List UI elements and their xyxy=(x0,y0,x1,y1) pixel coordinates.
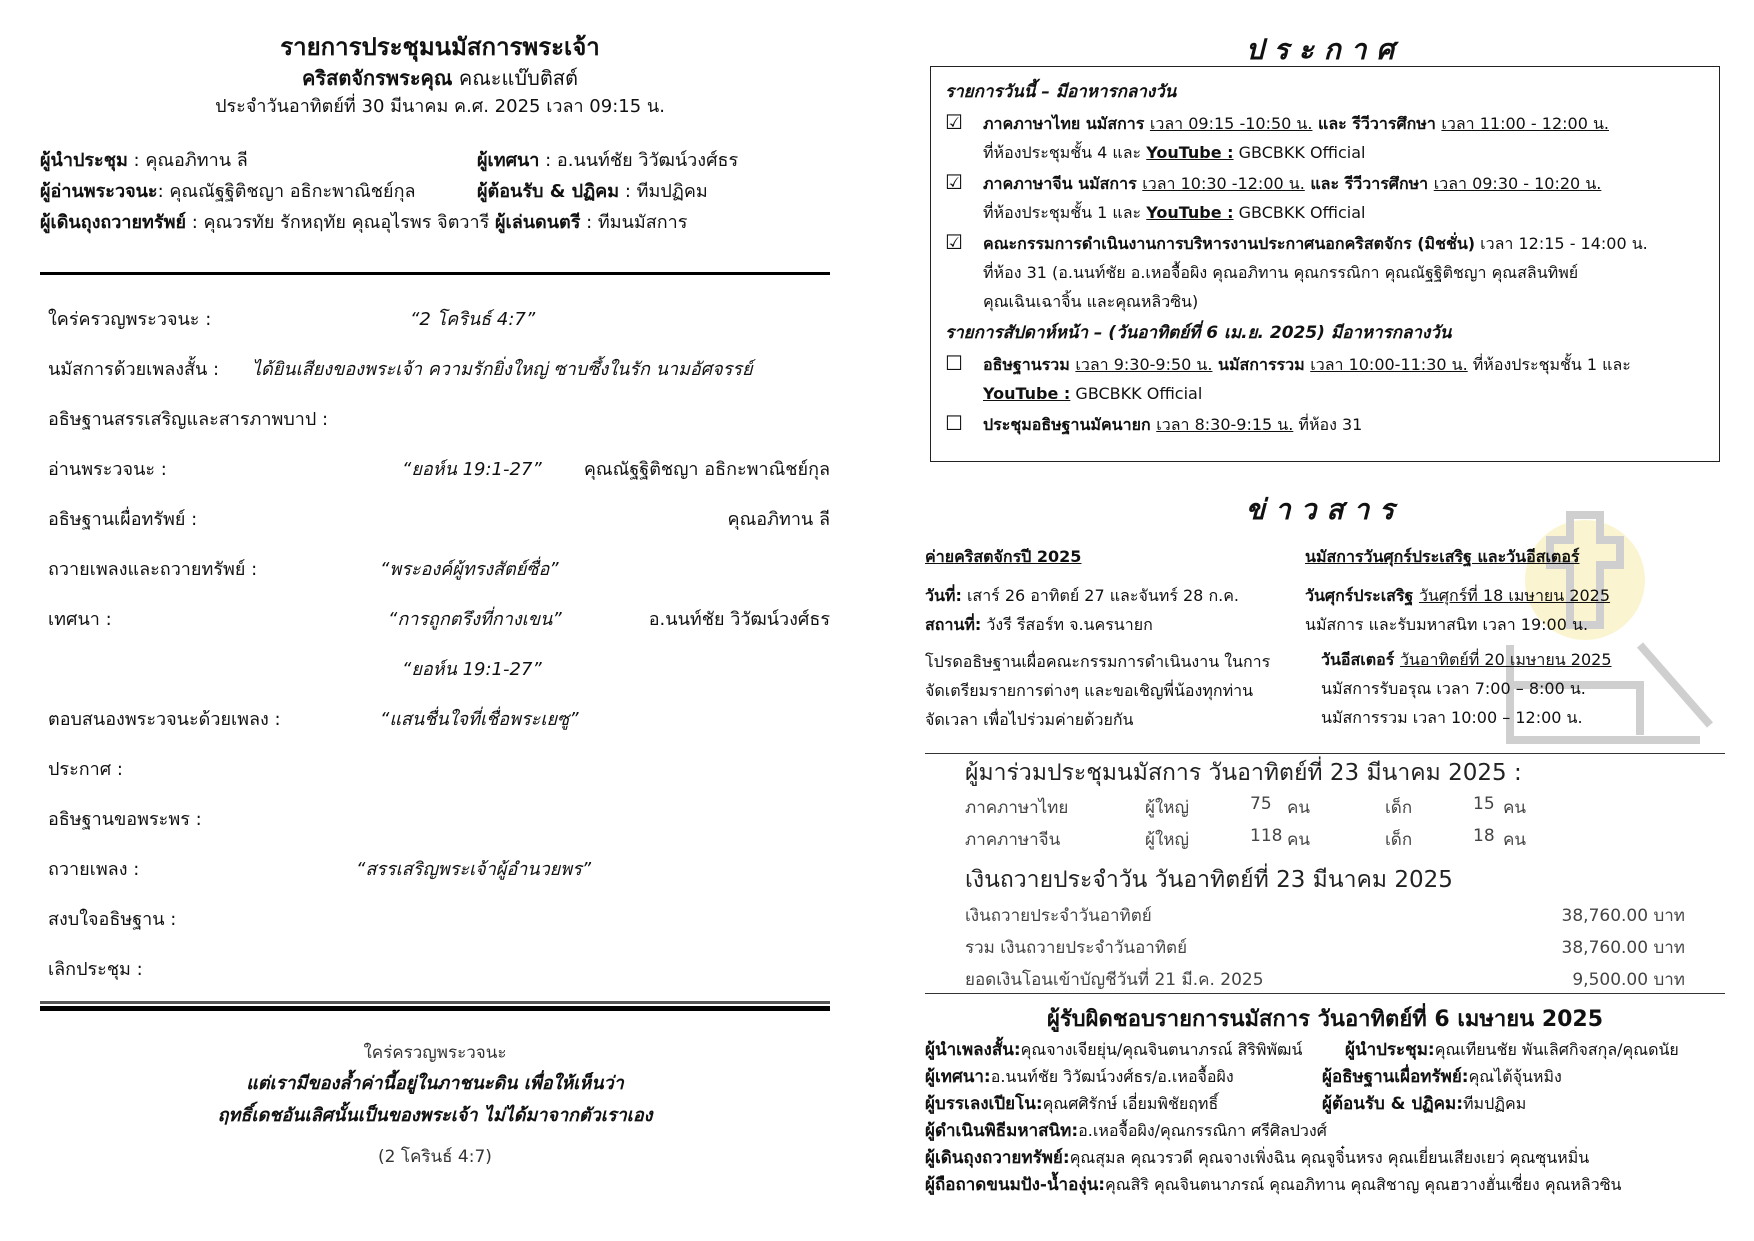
offering-amount: 38,760.00 บาท xyxy=(1561,906,1685,926)
duty-line-1 xyxy=(925,1036,1725,1063)
sunday-school-name: รีวีวารศึกษา xyxy=(1344,174,1434,193)
easter-date: วันอาทิตย์ที่ 20 เมษายน 2025 xyxy=(1399,650,1612,669)
duty-leader-label: ผู้นำประชุม: xyxy=(1345,1040,1435,1060)
attendance-adults: 118 xyxy=(1250,826,1283,846)
offering-label: ยอดเงินโอนเข้าบัญชีวันที่ 21 มี.ค. 2025 xyxy=(965,970,1264,990)
order-item: ได้ยินเสียงของพระเจ้า ความรักยิ่งใหญ่ ซาบซึ้งในรัก นามอัศจรรย์ xyxy=(252,359,753,380)
role-reader xyxy=(40,175,416,208)
duty-offering-bag: คุณสุมล คุณวรวดี คุณจางเพิ่งฉิน คุณจูจิ๋นหรง คุณเยี่ยนเสียงเยว่ คุณซุนหมิ่น xyxy=(1069,1148,1590,1167)
stats-top-divider xyxy=(925,753,1725,754)
verse-line-1: แต่เรามีของล้ำค่านี้อยู่ในภาชนะดิน เพื่อให้เห็นว่า xyxy=(246,1073,624,1094)
duty-communion-label: ผู้ดำเนินพิธีมหาสนิท: xyxy=(925,1121,1079,1141)
attendance-row xyxy=(965,790,1685,822)
youtube-channel: GBCBKK Official xyxy=(1233,203,1366,222)
good-friday-time: นมัสการ และรับมหาสนิท เวลา 19:00 น. xyxy=(1305,615,1589,634)
camp-date: เสาร์ 26 อาทิตย์ 27 และจันทร์ 28 ก.ค. xyxy=(961,586,1239,605)
service-time: เวลา 10:30 -12:00 น. xyxy=(1142,174,1305,193)
role-preacher-value: : อ.นนท์ชัย วิวัฒน์วงศ์ธร xyxy=(539,150,739,171)
role-preacher-label: ผู้เทศนา xyxy=(477,150,540,171)
mission-members-1: ที่ห้อง 31 (อ.นนท์ชัย อ.เหอจื้อผิง คุณอภิทาน คุณกรรณิกา คุณณัฐฐิติชญา คุณสลินทิพย์ xyxy=(983,263,1579,282)
duty-pianist: คุณศศิรักษ์ เอี่ยมพิชัยฤทธิ์ xyxy=(1042,1094,1219,1113)
camp-note-2: จัดเตรียมรายการต่างๆ และขอเชิญพี่น้องทุกท่าน xyxy=(925,681,1254,700)
duty-line-4 xyxy=(925,1117,1725,1144)
today-item xyxy=(945,169,1705,227)
order-row xyxy=(40,392,830,442)
left-page xyxy=(40,0,840,1241)
announcements-title: ประกาศ xyxy=(1245,33,1405,66)
good-friday-date: วันศุกร์ที่ 18 เมษายน 2025 xyxy=(1418,586,1611,605)
order-label: ใคร่ครวญพระวจนะ : xyxy=(48,309,212,330)
duty-communion: อ.เหอจื้อผิง/คุณกรรณิกา ศรีศิลปวงศ์ xyxy=(1078,1121,1327,1140)
role-greeter-label: ผู้ต้อนรับ & ปฏิคม xyxy=(477,181,620,202)
attendance-child-label: เด็ก xyxy=(1385,798,1413,818)
order-item: “ยอห์น 19:1-27” xyxy=(402,659,542,680)
order-row xyxy=(40,742,830,792)
today-items xyxy=(945,109,1705,227)
offering-row xyxy=(965,898,1685,930)
duty-greeter-label: ผู้ต้อนรับ & ปฏิคม: xyxy=(1322,1094,1463,1114)
duty-preacher-label: ผู้เทศนา: xyxy=(925,1067,991,1087)
order-label: เทศนา : xyxy=(48,609,112,630)
next1-time-2: เวลา 10:00-11:30 น. xyxy=(1310,355,1468,374)
role-leader xyxy=(40,144,248,177)
next1-title: อธิษฐานรวม xyxy=(983,355,1076,374)
verse-heading: ใคร่ครวญพระวจนะ xyxy=(363,1043,507,1063)
attendance-unit1: คน xyxy=(1287,798,1310,818)
easter-sunrise-time: นมัสการรับอรุณ เวลา 7:00 – 8:00 น. xyxy=(1321,679,1586,698)
news-title: ข่าวสาร xyxy=(1245,493,1405,526)
service-time: เวลา 09:15 -10:50 น. xyxy=(1149,114,1313,133)
order-label: เลิกประชุม : xyxy=(48,959,143,980)
duty-offering-prayer: คุณไต้จุ้นหมิง xyxy=(1468,1067,1562,1086)
order-row xyxy=(40,442,830,492)
offering-amount: 9,500.00 บาท xyxy=(1572,970,1685,990)
order-row xyxy=(40,492,830,542)
order-label: อธิษฐานขอพระพร : xyxy=(48,809,202,830)
role-offering-label: ผู้เดินถุงถวายทรัพย์ xyxy=(40,212,186,233)
camp-place-label: สถานที่: xyxy=(925,615,982,634)
today-heading: รายการวันนี้ – มีอาหารกลางวัน xyxy=(945,82,1177,102)
duty-communion-tray-label: ผู้ถือถาดขนมปัง-น้ำองุ่น: xyxy=(925,1175,1106,1195)
mission-time: เวลา 12:15 - 14:00 น. xyxy=(1475,234,1648,253)
duty-song-leader: คุณจางเจียยุ่น/คุณจินตนาภรณ์ สิริพิพัฒน์ xyxy=(1020,1040,1303,1059)
duty-line-6 xyxy=(925,1171,1725,1198)
verse-reference: (2 โครินธ์ 4:7) xyxy=(378,1147,492,1167)
empty-box-icon: ☐ xyxy=(945,411,963,435)
order-label: อธิษฐานเผื่อทรัพย์ : xyxy=(48,509,198,530)
next1-title-2: นมัสการรวม xyxy=(1212,355,1311,374)
role-offering xyxy=(40,206,687,239)
offering-label: เงินถวายประจำวันอาทิตย์ xyxy=(965,906,1152,926)
program-title: รายการประชุมนมัสการพระเจ้า xyxy=(280,33,600,61)
easter-label: วันอีสเตอร์ xyxy=(1321,650,1400,669)
offering-label: รวม เงินถวายประจำวันอาทิตย์ xyxy=(965,938,1188,958)
attendance-unit2: คน xyxy=(1503,798,1526,818)
order-person: อ.นนท์ชัย วิวัฒน์วงศ์ธร xyxy=(648,609,830,630)
today-item xyxy=(945,109,1705,167)
service-date: ประจำวันอาทิตย์ที่ 30 มีนาคม ค.ศ. 2025 เวลา 09:15 น. xyxy=(215,96,665,117)
order-label: นมัสการด้วยเพลงสั้น : xyxy=(48,359,220,380)
empty-box-icon: ☐ xyxy=(945,351,963,375)
camp-date-label: วันที่: xyxy=(925,586,962,605)
news-columns xyxy=(925,542,1725,742)
duty-pianist-label: ผู้บรรเลงเปียโน: xyxy=(925,1094,1043,1114)
order-row xyxy=(40,892,830,942)
connector: และ xyxy=(1304,174,1345,193)
camp-heading: ค่ายคริสตจักรปี 2025 xyxy=(925,547,1082,566)
next1-time: เวลา 9:30-9:50 น. xyxy=(1075,355,1213,374)
order-row xyxy=(40,942,830,992)
role-leader-value: : คุณอภิทาน ลี xyxy=(127,150,248,171)
order-row xyxy=(40,792,830,842)
mission-members-2: คุณเฉินเฉาจิ้น และคุณหลิวซิน) xyxy=(983,292,1199,311)
next1-youtube: YouTube : xyxy=(983,384,1071,403)
next1-channel: GBCBKK Official xyxy=(1070,384,1203,403)
youtube-label: YouTube : xyxy=(1146,143,1234,162)
order-row xyxy=(40,692,830,742)
next-week-heading: รายการสัปดาห์หน้า – (วันอาทิตย์ที่ 6 เม.ย. 2025) มีอาหารกลางวัน xyxy=(945,323,1452,343)
attendance-adult-label: ผู้ใหญ่ xyxy=(1145,798,1189,818)
header-divider xyxy=(40,272,830,275)
program-header xyxy=(40,30,840,122)
role-greeter-value: : ทีมปฏิคม xyxy=(619,181,708,202)
attendance-children: 18 xyxy=(1473,826,1495,846)
good-friday-label: วันศุกร์ประเสริฐ xyxy=(1305,586,1419,605)
announcements-box xyxy=(930,66,1720,462)
offering-amount: 38,760.00 บาท xyxy=(1561,938,1685,958)
order-label: ประกาศ : xyxy=(48,759,123,780)
next-week-item-2 xyxy=(945,410,1705,439)
church-name xyxy=(40,64,840,92)
camp-note-3: จัดเวลา เพื่อไปร่วมค่ายด้วยกัน xyxy=(925,710,1134,729)
order-item: “แสนชื่นใจที่เชื่อพระเยซู” xyxy=(380,709,579,730)
camp-news xyxy=(925,542,1295,734)
duty-line-2 xyxy=(925,1063,1725,1090)
church-denomination: คณะแบ๊บติสต์ xyxy=(452,66,578,90)
sunday-school-time: เวลา 11:00 - 12:00 น. xyxy=(1441,114,1609,133)
attendance-unit2: คน xyxy=(1503,830,1526,850)
mission-item xyxy=(945,229,1705,316)
connector: และ xyxy=(1312,114,1353,133)
stats-bottom-divider xyxy=(925,993,1725,994)
checked-box-icon: ☑ xyxy=(945,230,963,254)
order-item: “พระองค์ผู้ทรงสัตย์ซื่อ” xyxy=(380,559,559,580)
role-greeter xyxy=(477,175,708,208)
order-label: ถวายเพลงและถวายทรัพย์ : xyxy=(48,559,258,580)
order-row xyxy=(40,542,830,592)
order-label: อ่านพระวจนะ : xyxy=(48,459,167,480)
duty-offering-prayer-label: ผู้อธิษฐานเผื่อทรัพย์: xyxy=(1322,1067,1469,1087)
offering-heading: เงินถวายประจำวัน วันอาทิตย์ที่ 23 มีนาคม 2025 xyxy=(965,867,1453,893)
duty-leader: คุณเทียนชัย พันเลิศกิจสกุล/คุณดนัย xyxy=(1434,1040,1679,1059)
offering-row xyxy=(965,962,1685,994)
youtube-label: YouTube : xyxy=(1146,203,1234,222)
order-label: ถวายเพลง : xyxy=(48,859,140,880)
attendance-children: 15 xyxy=(1473,794,1495,814)
checked-box-icon: ☑ xyxy=(945,170,963,194)
duty-communion-tray: คุณสิริ คุณจินตนาภรณ์ คุณอภิทาน คุณสิชาญ คุณฮวางฮั่นเซี่ยง คุณหลิวซิน xyxy=(1105,1175,1622,1194)
attendance-adults: 75 xyxy=(1250,794,1272,814)
role-reader-value: : คุณณัฐฐิติชญา อธิกะพาณิชย์กุล xyxy=(157,181,416,202)
role-music-value: : ทีมนมัสการ xyxy=(580,212,688,233)
service-name: ภาคภาษาจีน นมัสการ xyxy=(983,174,1143,193)
attendance-section xyxy=(965,756,1685,854)
mission-title: คณะกรรมการดำเนินงานการบริหารงานประกาศนอกคริสตจักร (มิชชั่น) xyxy=(983,234,1476,253)
order-label: สงบใจอธิษฐาน : xyxy=(48,909,177,930)
sunday-school-name: รีวีวารศึกษา xyxy=(1352,114,1442,133)
next1-place: ที่ห้องประชุมชั้น 1 และ xyxy=(1467,355,1631,374)
service-place: ที่ห้องประชุมชั้น 1 และ xyxy=(983,203,1147,222)
church-name-bold: คริสตจักรพระคุณ xyxy=(302,66,453,90)
role-leader-label: ผู้นำประชุม xyxy=(40,150,128,171)
role-reader-label: ผู้อ่านพระวจนะ xyxy=(40,181,158,202)
attendance-child-label: เด็ก xyxy=(1385,830,1413,850)
right-page xyxy=(925,0,1725,1241)
youtube-channel: GBCBKK Official xyxy=(1233,143,1366,162)
role-offering-value: : คุณวรทัย รักหฤทัย คุณอุไรพร จิตวารี xyxy=(186,212,495,233)
sunday-school-time: เวลา 09:30 - 10:20 น. xyxy=(1433,174,1602,193)
order-item: “สรรเสริญพระเจ้าผู้อำนวยพร” xyxy=(356,859,592,880)
offering-row xyxy=(965,930,1685,962)
role-music-label: ผู้เล่นดนตรี xyxy=(495,212,581,233)
easter-news xyxy=(1305,542,1725,732)
offering-section xyxy=(965,862,1685,994)
order-label: ตอบสนองพระวจนะด้วยเพลง : xyxy=(48,709,281,730)
order-row xyxy=(40,642,830,692)
footer-divider xyxy=(40,1001,830,1011)
duty-greeter: ทีมปฏิคม xyxy=(1463,1094,1527,1113)
checked-box-icon: ☑ xyxy=(945,110,963,134)
verse-line-2: ฤทธิ์เดชอันเลิศนั้นเป็นของพระเจ้า ไม่ได้มาจากตัวเราเอง xyxy=(217,1105,653,1126)
next-week-duties xyxy=(925,1004,1725,1198)
order-person: คุณอภิทาน ลี xyxy=(727,509,830,530)
next2-time: เวลา 8:30-9:15 น. xyxy=(1156,415,1294,434)
order-row xyxy=(40,342,830,392)
meditation-verse xyxy=(40,1038,830,1172)
easter-heading: นมัสการวันศุกร์ประเสริฐ และวันอีสเตอร์ xyxy=(1305,547,1580,566)
order-of-service xyxy=(40,292,830,992)
order-item: “ยอห์น 19:1-27” xyxy=(402,459,542,480)
order-row xyxy=(40,592,830,642)
camp-place: วังรี รีสอร์ท จ.นครนายก xyxy=(981,615,1153,634)
duty-heading: ผู้รับผิดชอบรายการนมัสการ วันอาทิตย์ที่ 6 เมษายน 2025 xyxy=(1046,1007,1604,1032)
next2-place: ที่ห้อง 31 xyxy=(1293,415,1363,434)
easter-combined-time: นมัสการรวม เวลา 10:00 – 12:00 น. xyxy=(1321,708,1583,727)
attendance-unit1: คน xyxy=(1287,830,1310,850)
attendance-heading: ผู้มาร่วมประชุมนมัสการ วันอาทิตย์ที่ 23 มีนาคม 2025 : xyxy=(965,760,1522,786)
duty-preacher: อ.นนท์ชัย วิวัฒน์วงศ์ธร/อ.เหอจื้อผิง xyxy=(990,1067,1234,1086)
order-item: “2 โครินธ์ 4:7” xyxy=(410,309,536,330)
camp-note-1: โปรดอธิษฐานเผื่อคณะกรรมการดำเนินงาน ในการ xyxy=(925,652,1271,671)
order-item: “การถูกตรึงที่กางเขน” xyxy=(388,609,562,630)
service-place: ที่ห้องประชุมชั้น 4 และ xyxy=(983,143,1147,162)
duty-line-3 xyxy=(925,1090,1725,1117)
order-person: คุณณัฐฐิติชญา อธิกะพาณิชย์กุล xyxy=(583,459,830,480)
attendance-group: ภาคภาษาไทย xyxy=(965,798,1069,818)
attendance-group: ภาคภาษาจีน xyxy=(965,830,1061,850)
role-preacher xyxy=(477,144,738,177)
order-row xyxy=(40,842,830,892)
duty-line-5 xyxy=(925,1144,1725,1171)
order-row xyxy=(40,292,830,342)
order-label: อธิษฐานสรรเสริญและสารภาพบาป : xyxy=(48,409,329,430)
attendance-row xyxy=(965,822,1685,854)
duty-offering-bag-label: ผู้เดินถุงถวายทรัพย์: xyxy=(925,1148,1070,1168)
service-name: ภาคภาษาไทย นมัสการ xyxy=(983,114,1150,133)
next2-title: ประชุมอธิษฐานมัคนายก xyxy=(983,415,1157,434)
service-roles xyxy=(40,144,840,244)
duty-song-leader-label: ผู้นำเพลงสั้น: xyxy=(925,1040,1021,1060)
next-week-item-1 xyxy=(945,350,1705,408)
attendance-adult-label: ผู้ใหญ่ xyxy=(1145,830,1189,850)
